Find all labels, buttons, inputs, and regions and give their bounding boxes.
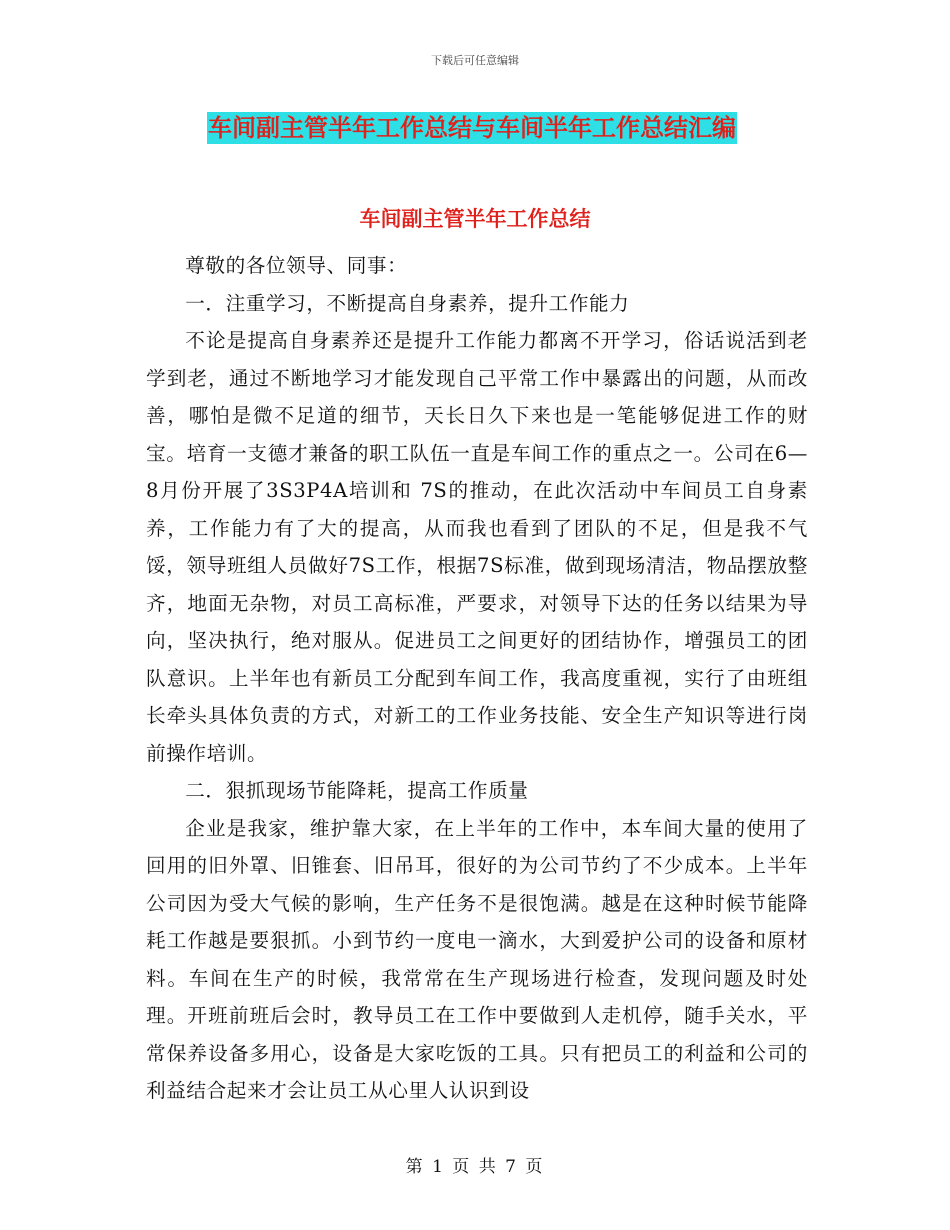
heading-paragraph-2: 二．狠抓现场节能降耗，提高工作质量 [185,779,529,802]
heading-paragraph-1: 一．注重学习，不断提高自身素养，提升工作能力 [185,291,630,315]
section-title: 车间副主管半年工作总结 [359,207,591,231]
body-text [146,247,808,1110]
body-paragraph-2: 企业是我家，维护靠大家，在上半年的工作中，本车间大量的使用了回用的旧外罩、旧锥套、旧吊耳，很好的为公司节约了不少成本。上半年公司因为受大气候的影响，生产任务不是很饱满。越是在这种时候节能降耗工作越是要狠抓。小到节约一度电一滴水，大到爱护公司的设备和原材料。车间在生产的时候，我常常在生产现场进行检查，发现问题及时处理。开班前班后会时，教导员工在工作中要做到人走机停，随手关水，平常保养设备多用心，设备是大家吃饭的工具。只有把员工的利益和公司的利益结合起来才会让员工从心里人认识到设 [146,816,808,1102]
salutation-paragraph: 尊敬的各位领导、同事： [185,254,408,277]
page-footer: 第 1 页 共 7 页 [405,1157,545,1177]
page-header-note: 下载后可任意编辑 [431,54,519,67]
document-title: 车间副主管半年工作总结与车间半年工作总结汇编 [208,114,736,142]
body-paragraph-1: 不论是提高自身素养还是提升工作能力都离不开学习，俗话说活到老学到老，通过不断地学习才能发现自己平常工作中暴露出的问题，从而改善，哪怕是微不足道的细节，天长日久下来也是一笔能够促进工作的财宝。培育一支德才兼备的职工队伍一直是车间工作的重点之一。公司在6—8月份开展了3S3P4A培训和 7S的推动，在此次活动中车间员工自身素养，工作能力有了大的提高，从而我也看到了团队的不足，但是我不气馁，领导班组人员做好7S工作，根据7S标准，做到现场清洁，物品摆放整齐，地面无杂物，对员工高标准，严要求，对领导下达的任务以结果为导向，坚决执行，绝对服从。促进员工之间更好的团结协作，增强员工的团队意识。上半年也有新员工分配到车间工作，我高度重视，实行了由班组长牵头具体负责的方式，对新工的工作业务技能、安全生产知识等进行岗前操作培训。 [146,329,808,765]
